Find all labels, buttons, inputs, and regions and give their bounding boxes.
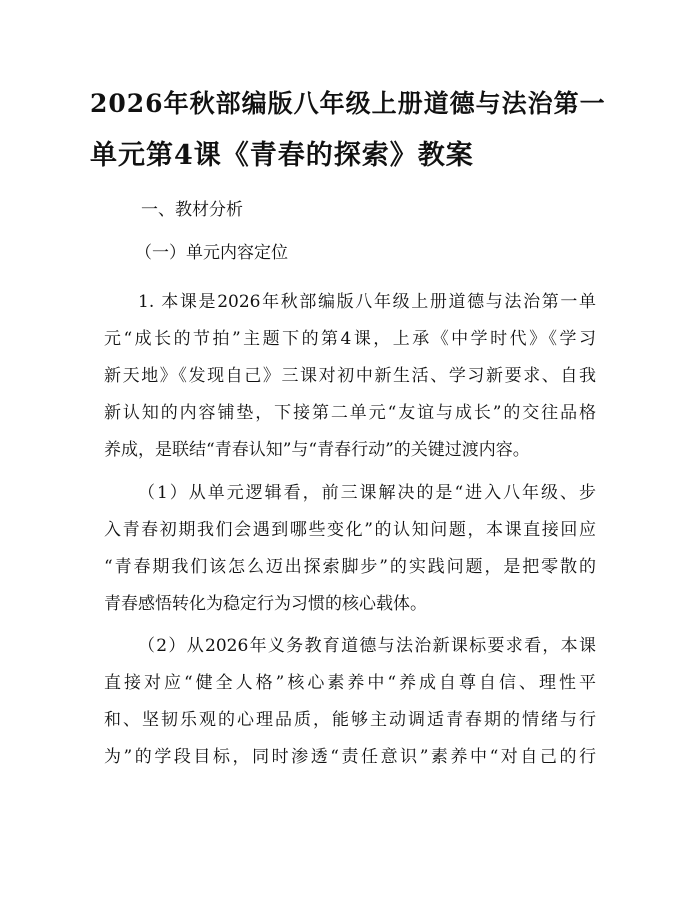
section-heading: 一、教材分析 [141,200,243,220]
paragraph-line: 元“成长的节拍”主题下的第4课，上承《中学时代》《学习 [104,329,596,349]
paragraph-line: 养成，是联结“青春认知”与“青春行动”的关键过渡内容。 [104,440,530,460]
document-title-line-1: 2026年秋部编版八年级上册道德与法治第一 [90,89,606,118]
paragraph-line: 1. 本课是2026年秋部编版八年级上册道德与法治第一单 [138,292,596,312]
subsection-heading: （一）单元内容定位 [135,243,288,263]
paragraph-line: （1）从单元逻辑看，前三课解决的是“进入八年级、步 [138,483,596,503]
paragraph-line: （2）从2026年义务教育道德与法治新课标要求看，本课 [138,636,596,656]
paragraph-line: 和、坚韧乐观的心理品质，能够主动调适青春期的情绪与行 [104,710,596,730]
paragraph-line: 直接对应“健全人格”核心素养中“养成自尊自信、理性平 [104,673,596,693]
paragraph-line: 为”的学段目标，同时渗透“责任意识”素养中“对自己的行 [104,747,596,767]
paragraph-line: 入青春初期我们会遇到哪些变化”的认知问题，本课直接回应 [104,520,596,540]
paragraph-line: “青春期我们该怎么迈出探索脚步”的实践问题，是把零散的 [104,557,596,577]
paragraph-line: 青春感悟转化为稳定行为习惯的核心载体。 [104,594,427,614]
document-title-line-2: 单元第4课《青春的探索》教案 [90,140,474,171]
paragraph-line: 新认知的内容铺垫，下接第二单元“友谊与成长”的交往品格 [104,403,596,423]
paragraph-line: 新天地》《发现自己》三课对初中新生活、学习新要求、自我 [104,366,596,386]
